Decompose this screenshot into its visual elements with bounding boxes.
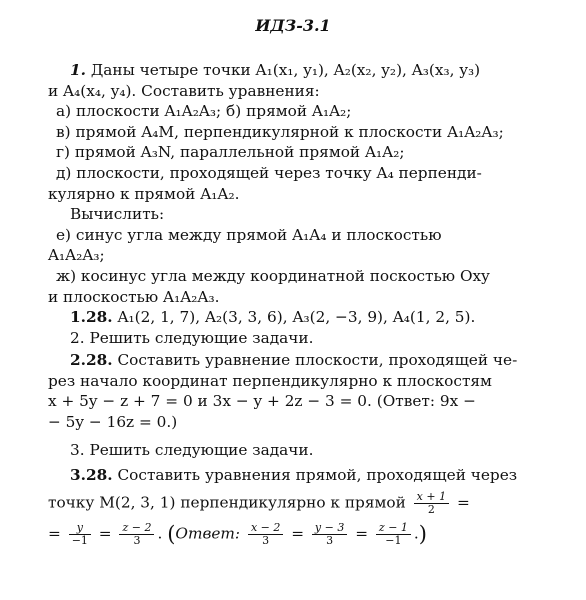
task1-line: и плоскостью A₁A₂A₃. <box>48 287 220 306</box>
task1-line: и A₄(x₄, y₄). Составить уравнения: <box>48 81 320 100</box>
task2-line: 2.28. Составить уравнение плоскости, проходящей че- <box>70 351 518 369</box>
variant-1-28: 1.28. A₁(2, 1, 7), A₂(3, 3, 6), A₃(2, −3, 9), A₄(1, 2, 5). <box>70 308 476 327</box>
task1-line: д) плоскости, проходящей через точку A₄ перпенди- <box>56 163 482 182</box>
task3-header: 3. Решить следующие задачи. <box>70 441 314 459</box>
task-3 <box>48 440 558 547</box>
task-1 <box>48 60 558 348</box>
task1-line: A₁A₂A₃; <box>48 246 105 265</box>
task-2-28 <box>48 350 558 432</box>
task2-header: 2. Решить следующие задачи. <box>70 328 314 347</box>
task2-line: − 5y − 16z = 0.) <box>48 412 178 431</box>
fraction: $\frac{x - 2}{3}$ <box>248 522 283 547</box>
task1-line: Вычислить: <box>70 205 165 224</box>
fraction: $\frac{x + 1}{2}$ <box>414 491 449 516</box>
fraction: $\frac{z - 2}{3}$ <box>119 522 154 547</box>
task1-number: 1. <box>70 61 86 79</box>
task3-line: = $\frac{y}{-1}$ = $\frac{z - 2}{3}$ . (Ответ: $\frac{x - 2}{3}$ = $\frac{y - 3}{3}$ = $\frac{z - 1}{-1}$ .) <box>48 521 427 548</box>
task1-line: г) прямой A₃N, параллельной прямой A₁A₂; <box>56 143 405 162</box>
task1-line: 1. Даны четыре точки A₁(x₁, y₁), A₂(x₂, y₂), A₃(x₃, y₃) <box>70 61 481 79</box>
answer-label: Ответ: <box>175 524 241 543</box>
task1-line: а) плоскости A₁A₂A₃; б) прямой A₁A₂; <box>56 102 352 121</box>
fraction: $\frac{y}{-1}$ <box>69 522 91 547</box>
task3-line: 3.28. Составить уравнения прямой, проходящей через <box>70 465 518 484</box>
task1-line: е) синус угла между прямой A₁A₄ и плоскостью <box>56 225 442 244</box>
task1-line: ж) косинус угла между координатной поскостью Oxy <box>56 266 490 285</box>
fraction: $\frac{z - 1}{-1}$ <box>376 522 411 547</box>
page-title: ИДЗ-3.1 <box>255 16 331 35</box>
task2-line: x + 5y − z + 7 = 0 и 3x − y + 2z − 3 = 0. (Ответ: 9x − <box>48 392 476 411</box>
task1-line: кулярно к прямой A₁A₂. <box>48 184 240 203</box>
task2-line: рез начало координат перпендикулярно к плоскостям <box>48 371 492 390</box>
task1-line: в) прямой A₄M, перпендикулярной к плоскости A₁A₂A₃; <box>56 122 504 141</box>
fraction: $\frac{y - 3}{3}$ <box>312 522 347 547</box>
task3-line: точку M(2, 3, 1) перпендикулярно к прямой $\frac{x + 1}{2}$ = <box>48 490 470 517</box>
